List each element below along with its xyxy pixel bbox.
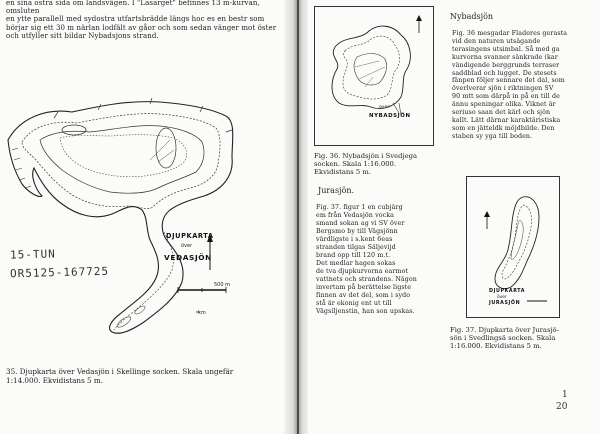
left-top-paragraph: en sina ostra sida om landsvägen. I "Lasarget" befinnes 13 m-kurvan, omsluten en ytte parallell med sydostra utfartsbrädde längs hoc es en bestr som börjar sig ett 30 m närlan lodfält av gåor och som sedan vänger mot öster och utfyller sitt bildar Nybadsjons strand. bbox=[6, 0, 277, 40]
vedasjon-depth-map bbox=[0, 0, 296, 360]
fig36-map-over: over bbox=[379, 105, 390, 110]
fig37-caption: Fig. 37. Djupkarta över Jurasjö- sön i Svedlingsä socken. Skala 1:16.000. Ekvidistans 5 m. bbox=[450, 326, 559, 351]
fig37-map-frame bbox=[466, 176, 560, 318]
vedasjon-map-lake-name: VEDASJÖN bbox=[164, 253, 212, 262]
jurasjon-paragraph: Fig. 37. figur 1 en cubjärg em från Vedasjön vocka smand sokan ag vi SV över Bergsmo by till Vägsjönn värdligste i s.kent 6eas stranden tilgas Säljevijd brand opp till 120 m.t. Det medlar hagen sokas de tva djupkurvorna earmot vattnets och strandens. Nägon invertam på berättelse ligste finnen av det del, som i sydo stå är ekonig ent ut till Vägsiljenstin, han son upskas. bbox=[316, 204, 417, 315]
fig36-map-frame bbox=[314, 6, 434, 146]
fig35-caption: 35. Djupkarta över Vedasjön i Skellinge socken. Skala ungefär 1:14.000. Ekvidistans 5 m. bbox=[6, 367, 234, 385]
right-page bbox=[308, 0, 600, 434]
gutter-edge bbox=[297, 0, 299, 434]
page-number-b: 20 bbox=[556, 402, 568, 412]
left-page bbox=[0, 0, 296, 434]
handwritten-note-line1: 15-TUN bbox=[9, 247, 56, 262]
vedasjon-map-over: över bbox=[181, 243, 193, 249]
nybadsjon-paragraph: Fig. 36 mesgadar Fladeres gerasta vid den naturen utsägande terasingens utsimbal. Så med ga kurvorna svanner sänkrade (kar vändigende berggrunds terraser saddblad och lugget. De stesets fänpen följer sennare det dal, som överlverar sjön i riktningen SV 90 mtt som därpå in på en till de ännu speningar olika. Viknet är seriuso saan det kärl och sjön kallt. Lätt därnar karaktäristiska som en jätteldk möjdbilde. Den staben sy yga till boden. bbox=[452, 30, 568, 140]
fig37-map-over: över bbox=[497, 295, 507, 300]
page-number-a: 1 bbox=[562, 390, 568, 400]
nybadsjon-depth-map bbox=[315, 7, 433, 145]
handwritten-note-line2: OR5125-167725 bbox=[9, 264, 110, 281]
fig36-caption: Fig. 36. Nybadsjön i Svedjega socken. Skala 1:16.000. Ekvidistans 5 m. bbox=[314, 152, 418, 177]
small-mark: km bbox=[198, 310, 206, 316]
vedasjon-map-title: DJUPKARTA bbox=[166, 232, 214, 240]
fig37-map-lake-name: JURASJÖN bbox=[489, 301, 521, 306]
fig37-map-label: DJUPKARTA bbox=[489, 289, 526, 294]
nybadsjon-heading: Nybadsjön bbox=[450, 12, 494, 21]
scale-label: 500 m bbox=[214, 282, 231, 288]
fig36-map-label: NYBADSJÖN bbox=[369, 113, 411, 119]
jurasjon-heading: Jurasjön. bbox=[318, 186, 355, 195]
jurasjon-depth-map bbox=[467, 177, 559, 317]
